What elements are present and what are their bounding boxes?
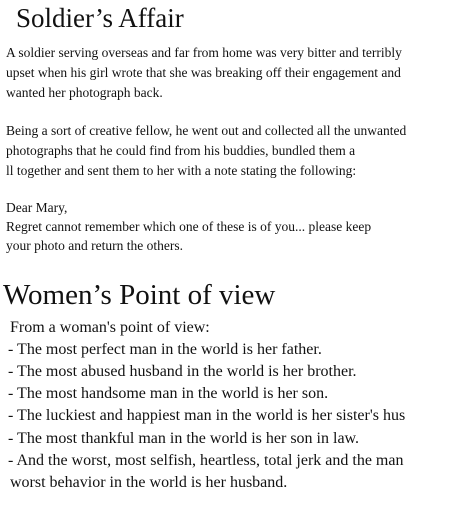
list-item: - The most thankful man in the world is her son in law. xyxy=(8,430,360,447)
paragraph-line: Being a sort of creative fellow, he went out and collected all the unwanted xyxy=(6,123,407,138)
list-item: - The most handsome man in the world is her son. xyxy=(8,385,329,402)
letter-salutation: Dear Mary, xyxy=(6,200,68,215)
paragraph-line: upset when his girl wrote that she was breaking off their engagement and xyxy=(6,65,401,80)
paragraph-line: Regret cannot remember which one of these is of you... please keep xyxy=(6,219,372,234)
paragraph-line: wanted her photograph back. xyxy=(6,85,163,100)
section-title-womens-point-of-view: Women’s Point of view xyxy=(3,279,276,311)
list-item: - And the worst, most selfish, heartless, total jerk and the man xyxy=(8,452,404,469)
list-intro: From a woman's point of view: xyxy=(10,319,210,336)
list-item: - The luckiest and happiest man in the world is her sister's hus xyxy=(8,407,406,424)
paragraph-line: photographs that he could find from his buddies, bundled them a xyxy=(6,143,356,158)
paragraph-line: your photo and return the others. xyxy=(6,238,183,253)
paragraph-line: ll together and sent them to her with a note stating the following: xyxy=(6,163,357,178)
paragraph-line: A soldier serving overseas and far from home was very bitter and terribly xyxy=(6,45,402,60)
section-title-soldiers-affair: Soldier’s Affair xyxy=(16,3,184,33)
list-item-continuation: worst behavior in the world is her husband. xyxy=(10,474,288,491)
list-item: - The most perfect man in the world is her father. xyxy=(8,341,322,358)
list-item: - The most abused husband in the world is her brother. xyxy=(8,363,357,380)
